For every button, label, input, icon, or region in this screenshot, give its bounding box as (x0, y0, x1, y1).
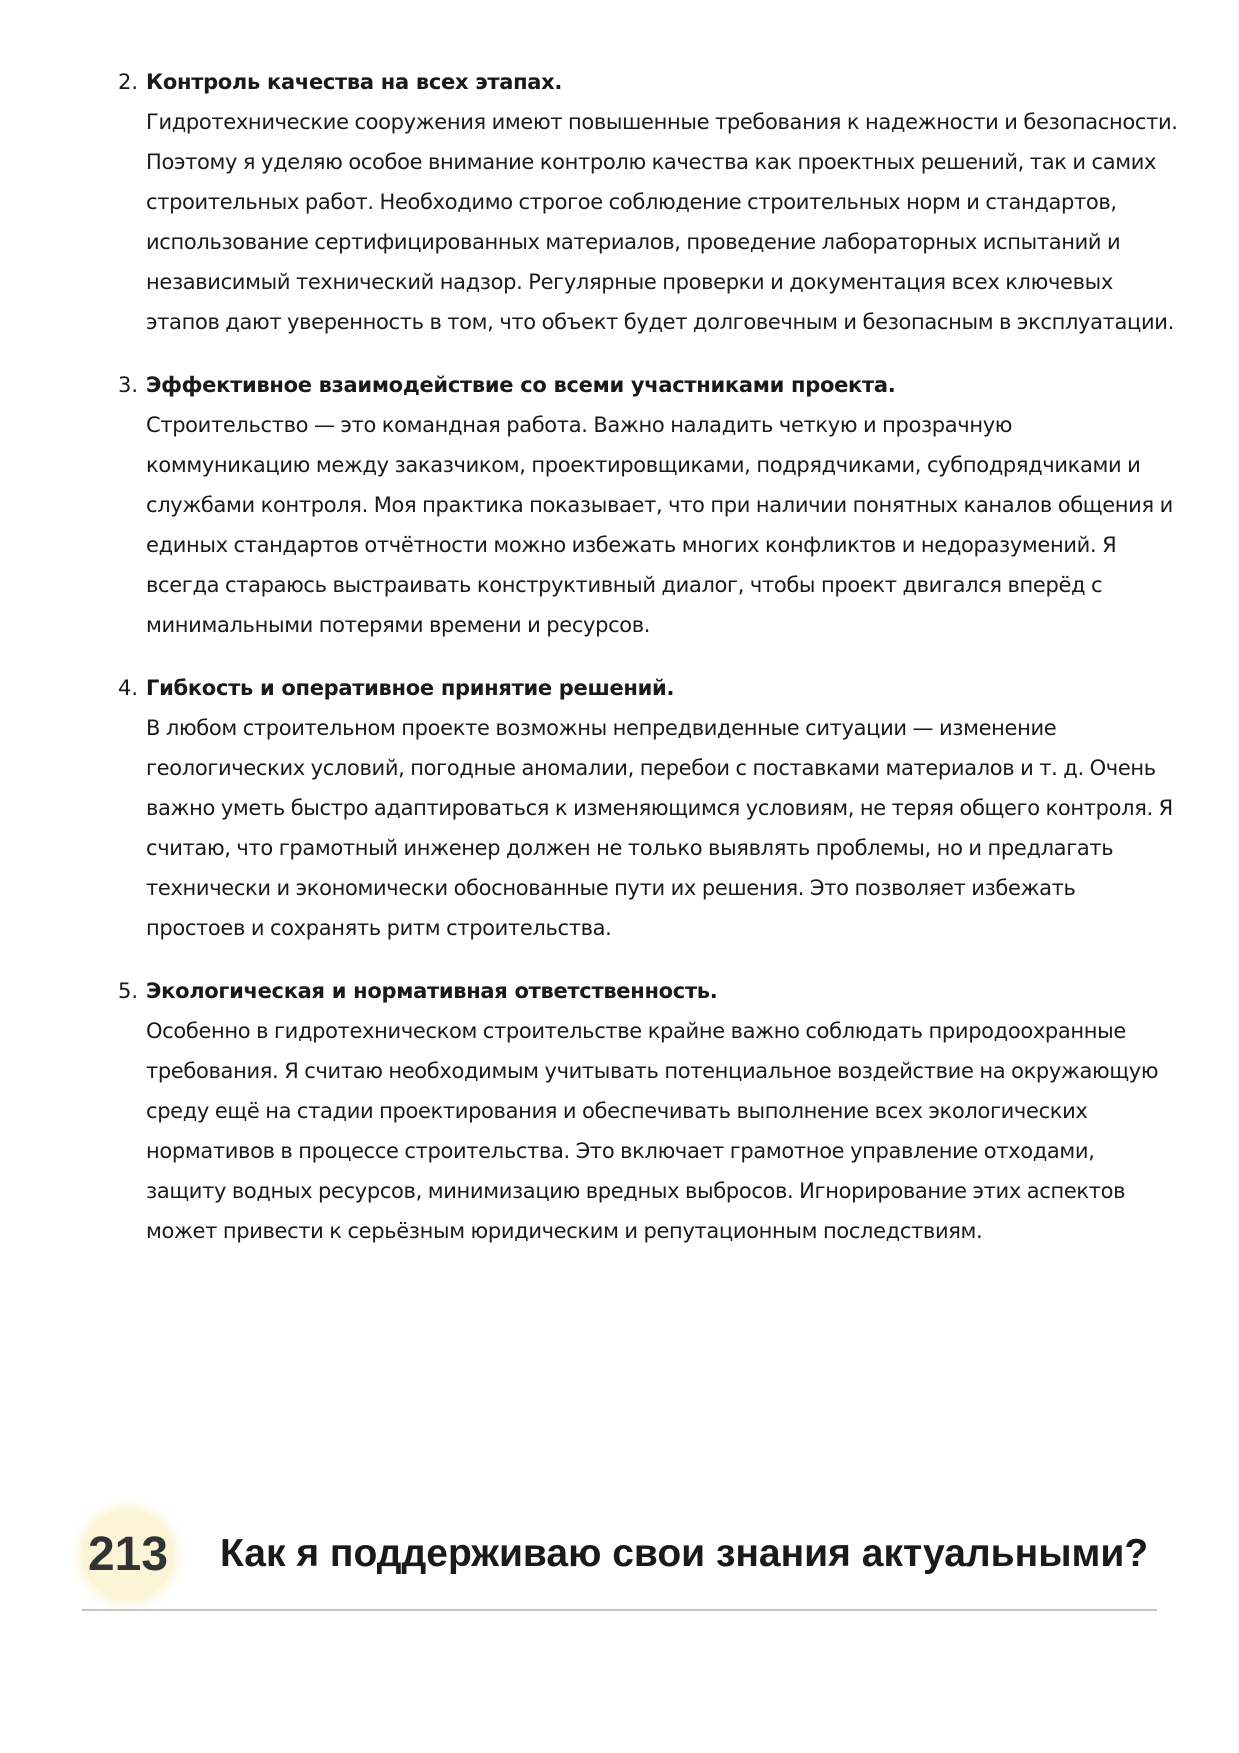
item-title: Экологическая и нормативная ответственность. (146, 979, 718, 1003)
item-title: Гибкость и оперативное принятие решений. (146, 676, 675, 700)
list-item (118, 62, 1178, 342)
list-item (118, 365, 1178, 645)
item-number: 5. (118, 979, 139, 1003)
section-number-badge: 213 (82, 1509, 174, 1601)
section-title: Как я поддерживаю свои знания актуальными? (220, 1532, 1149, 1575)
section-divider (82, 1609, 1157, 1611)
item-number: 4. (118, 676, 139, 700)
item-number: 3. (118, 373, 139, 397)
answer-list (118, 62, 1178, 1274)
item-body: Гидротехнические сооружения имеют повышенные требования к надежности и безопасности. Поэтому я уделяю особое внимание контролю качества как проектных решений, так и самих строительных работ. Необходимо строгое соблюдение строительных норм и стандартов, использование сертифицированных материалов, проведение лабораторных испытаний и независимый технический надзор. Регулярные проверки и документация всех ключевых этапов дают уверенность в том, что объект будет долговечным и безопасным в эксплуатации. (146, 110, 1178, 334)
list-item (118, 668, 1178, 948)
item-body: В любом строительном проекте возможны непредвиденные ситуации — изменение геологических условий, погодные аномалии, перебои с поставками материалов и т. д. Очень важно уметь быстро адаптироваться к изменяющимся условиям, не теряя общего контроля. Я считаю, что грамотный инженер должен не только выявлять проблемы, но и предлагать технически и экономически обоснованные пути их решения. Это позволяет избежать простоев и сохранять ритм строительства. (146, 716, 1173, 940)
item-number: 2. (118, 70, 139, 94)
section-header (82, 1507, 1157, 1611)
list-item (118, 971, 1178, 1251)
item-title: Контроль качества на всех этапах. (146, 70, 563, 94)
item-body: Строительство — это командная работа. Важно наладить четкую и прозрачную коммуникацию между заказчиком, проектировщиками, подрядчиками, субподрядчиками и службами контроля. Моя практика показывает, что при наличии понятных каналов общения и единых стандартов отчётности можно избежать многих конфликтов и недоразумений. Я всегда стараюсь выстраивать конструктивный диалог, чтобы проект двигался вперёд с минимальными потерями времени и ресурсов. (146, 413, 1173, 637)
item-body: Особенно в гидротехническом строительстве крайне важно соблюдать природоохранные требования. Я считаю необходимым учитывать потенциальное воздействие на окружающую среду ещё на стадии проектирования и обеспечивать выполнение всех экологических нормативов в процессе строительства. Это включает грамотное управление отходами, защиту водных ресурсов, минимизацию вредных выбросов. Игнорирование этих аспектов может привести к серьёзным юридическим и репутационным последствиям. (146, 1019, 1159, 1243)
item-title: Эффективное взаимодействие со всеми участниками проекта. (146, 373, 896, 397)
